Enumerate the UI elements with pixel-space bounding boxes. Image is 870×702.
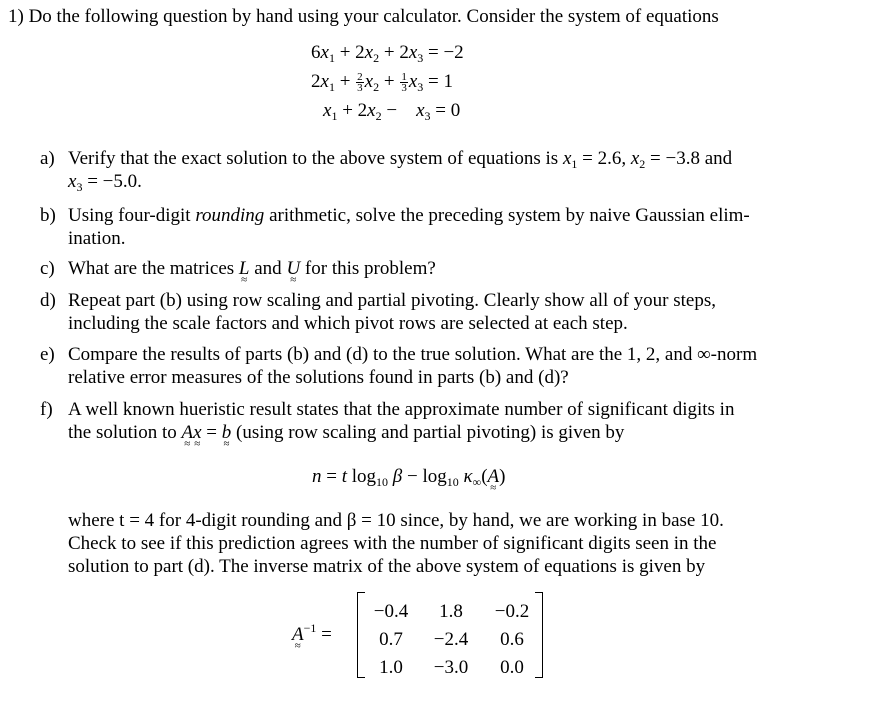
part-c-label: c)	[40, 258, 55, 279]
problem-intro-line	[8, 5, 719, 28]
part-d-label: d)	[40, 290, 56, 311]
part-f-label: f)	[40, 399, 53, 420]
part-c-text: What are the matrices L ≈ and U ≈ for this problem?	[68, 257, 788, 280]
part-a-label: a)	[40, 148, 55, 169]
inverse-matrix-label: A ≈$^{-1}$ =	[292, 623, 332, 646]
part-e-text: Compare the results of parts (b) and (d) to the true solution. What are the 1, 2, and ∞-norm relative error measures of the solutions found in parts (b) and (d)?	[68, 344, 758, 388]
matrix-cell: 0.6	[500, 629, 524, 650]
part-d-text: Repeat part (b) using row scaling and partial pivoting. Clearly show all of your steps, including the scale factors and which pivot rows are selected at each step.	[68, 290, 716, 334]
part-f-text: A well known hueristic result states that the approximate number of significant digits in the solution to A ≈x ≈ = b ≈ (using row scaling and partial pivoting) is given by	[68, 398, 788, 444]
equation-1: $6x_1 + 2x_2 + 2x_3 = -2$	[311, 42, 464, 65]
matrix-cell: −0.4	[373, 601, 409, 622]
matrix-cell: 0.0	[500, 657, 524, 678]
matrix-cell: −3.0	[433, 657, 469, 678]
part-e-label: e)	[40, 344, 55, 365]
part-f-where-text: where t = 4 for 4-digit rounding and β = 10 since, by hand, we are working in base 10. Check to see if this prediction agrees with the number of significant digits seen in the solution to part (d). The inverse matrix of the above system of equations is given by	[68, 510, 724, 577]
matrix-cell: 1.0	[379, 657, 403, 678]
problem-number: 1)	[8, 6, 24, 27]
equation-2: $2x_1$ + $\frac{2}{3}$ $x_2$ + $\frac{1}{3}$ $x_3 = 1$	[311, 71, 453, 95]
matrix-cell: 0.7	[379, 629, 403, 650]
part-a-text: Verify that the exact solution to the above system of equations is $x_1 = 2.6$, $x_2 = -3.8$ and $x_3 = -5.0$.	[68, 148, 733, 194]
equation-3: $x_1 + 2x_2$ − $x_3 = 0$	[323, 100, 461, 123]
matrix-cell: −2.4	[433, 629, 469, 650]
matrix-cell: −0.2	[494, 601, 530, 622]
matrix-cell: 1.8	[439, 601, 463, 622]
problem-intro: Do the following question by hand using your calculator. Consider the system of equations	[28, 6, 719, 27]
part-b-label: b)	[40, 205, 56, 226]
part-b-text: Using four-digit rounding arithmetic, solve the preceding system by naive Gaussian elim- ination.	[68, 205, 750, 249]
significant-digits-formula: n = t $\log_{10} \beta - \log_{10} \kappa_\infty(A$ ≈)	[312, 465, 505, 488]
